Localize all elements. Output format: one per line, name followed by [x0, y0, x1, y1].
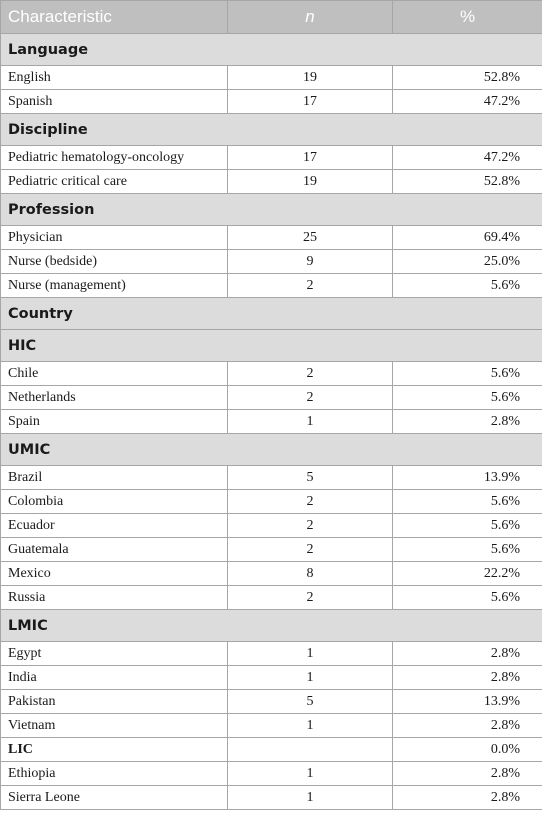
row-label: Colombia: [1, 490, 228, 514]
row-count: 1: [228, 762, 393, 786]
section-title: Profession: [1, 194, 542, 226]
row-count: 17: [228, 90, 393, 114]
row-percent: 2.8%: [393, 666, 542, 690]
table-row: [1, 690, 542, 714]
section-title: Country: [1, 298, 542, 330]
section-title: LMIC: [1, 610, 542, 642]
row-label: Chile: [1, 362, 228, 386]
section-title: Language: [1, 34, 542, 66]
section-row: [1, 298, 542, 330]
row-percent: 2.8%: [393, 410, 542, 434]
table-row: [1, 642, 542, 666]
row-percent: 2.8%: [393, 786, 542, 810]
row-label: Egypt: [1, 642, 228, 666]
row-percent: 69.4%: [393, 226, 542, 250]
row-percent: 13.9%: [393, 466, 542, 490]
row-percent: 5.6%: [393, 490, 542, 514]
table-row: [1, 514, 542, 538]
row-count: 8: [228, 562, 393, 586]
row-label: Nurse (bedside): [1, 250, 228, 274]
section-title: HIC: [1, 330, 542, 362]
row-label: India: [1, 666, 228, 690]
row-percent: 2.8%: [393, 762, 542, 786]
row-count: 2: [228, 274, 393, 298]
row-label: English: [1, 66, 228, 90]
section-row: [1, 434, 542, 466]
section-row: [1, 194, 542, 226]
row-count: 2: [228, 538, 393, 562]
row-count: 2: [228, 386, 393, 410]
row-count: 1: [228, 642, 393, 666]
row-count: 1: [228, 714, 393, 738]
row-percent: 47.2%: [393, 90, 542, 114]
table-row: [1, 562, 542, 586]
row-percent: 5.6%: [393, 538, 542, 562]
row-percent: 52.8%: [393, 170, 542, 194]
header-percent: %: [393, 1, 542, 34]
row-count: 19: [228, 170, 393, 194]
row-count: [228, 738, 393, 762]
row-count: 17: [228, 146, 393, 170]
row-percent: 22.2%: [393, 562, 542, 586]
row-label: Spain: [1, 410, 228, 434]
table-row: [1, 146, 542, 170]
table-row: [1, 666, 542, 690]
table-body: [1, 34, 542, 810]
row-percent: 47.2%: [393, 146, 542, 170]
table-row: [1, 738, 542, 762]
row-percent: 5.6%: [393, 274, 542, 298]
table-row: [1, 490, 542, 514]
section-row: [1, 34, 542, 66]
row-count: 2: [228, 362, 393, 386]
table-row: [1, 226, 542, 250]
table-row: [1, 170, 542, 194]
table-row: [1, 386, 542, 410]
row-count: 25: [228, 226, 393, 250]
table-row: [1, 410, 542, 434]
row-label: Brazil: [1, 466, 228, 490]
row-label: Sierra Leone: [1, 786, 228, 810]
row-label: LIC: [1, 738, 228, 762]
header-row: [1, 1, 542, 34]
row-label: Pakistan: [1, 690, 228, 714]
row-percent: 0.0%: [393, 738, 542, 762]
row-label: Pediatric hematology-oncology: [1, 146, 228, 170]
row-percent: 5.6%: [393, 586, 542, 610]
row-count: 1: [228, 666, 393, 690]
table-row: [1, 362, 542, 386]
section-title: UMIC: [1, 434, 542, 466]
row-count: 2: [228, 490, 393, 514]
row-label: Physician: [1, 226, 228, 250]
table-row: [1, 66, 542, 90]
row-count: 2: [228, 586, 393, 610]
row-percent: 5.6%: [393, 362, 542, 386]
section-title: Discipline: [1, 114, 542, 146]
row-label: Guatemala: [1, 538, 228, 562]
row-count: 2: [228, 514, 393, 538]
table-row: [1, 786, 542, 810]
row-percent: 5.6%: [393, 386, 542, 410]
header-characteristic: Characteristic: [1, 1, 228, 34]
row-label: Vietnam: [1, 714, 228, 738]
row-label: Mexico: [1, 562, 228, 586]
section-row: [1, 114, 542, 146]
row-count: 1: [228, 786, 393, 810]
row-label: Pediatric critical care: [1, 170, 228, 194]
row-percent: 25.0%: [393, 250, 542, 274]
row-count: 19: [228, 66, 393, 90]
row-label: Nurse (management): [1, 274, 228, 298]
row-label: Netherlands: [1, 386, 228, 410]
table-row: [1, 538, 542, 562]
row-percent: 13.9%: [393, 690, 542, 714]
row-label: Ethiopia: [1, 762, 228, 786]
row-label: Russia: [1, 586, 228, 610]
row-percent: 5.6%: [393, 514, 542, 538]
table-row: [1, 586, 542, 610]
table-row: [1, 90, 542, 114]
row-percent: 2.8%: [393, 642, 542, 666]
row-count: 9: [228, 250, 393, 274]
row-label: Spanish: [1, 90, 228, 114]
row-count: 5: [228, 690, 393, 714]
section-row: [1, 610, 542, 642]
row-label: Ecuador: [1, 514, 228, 538]
table-row: [1, 762, 542, 786]
table-row: [1, 250, 542, 274]
row-percent: 52.8%: [393, 66, 542, 90]
table-row: [1, 274, 542, 298]
row-count: 1: [228, 410, 393, 434]
header-n: n: [228, 1, 393, 34]
table-row: [1, 466, 542, 490]
section-row: [1, 330, 542, 362]
row-percent: 2.8%: [393, 714, 542, 738]
table-header: [1, 1, 542, 34]
table-row: [1, 714, 542, 738]
row-count: 5: [228, 466, 393, 490]
